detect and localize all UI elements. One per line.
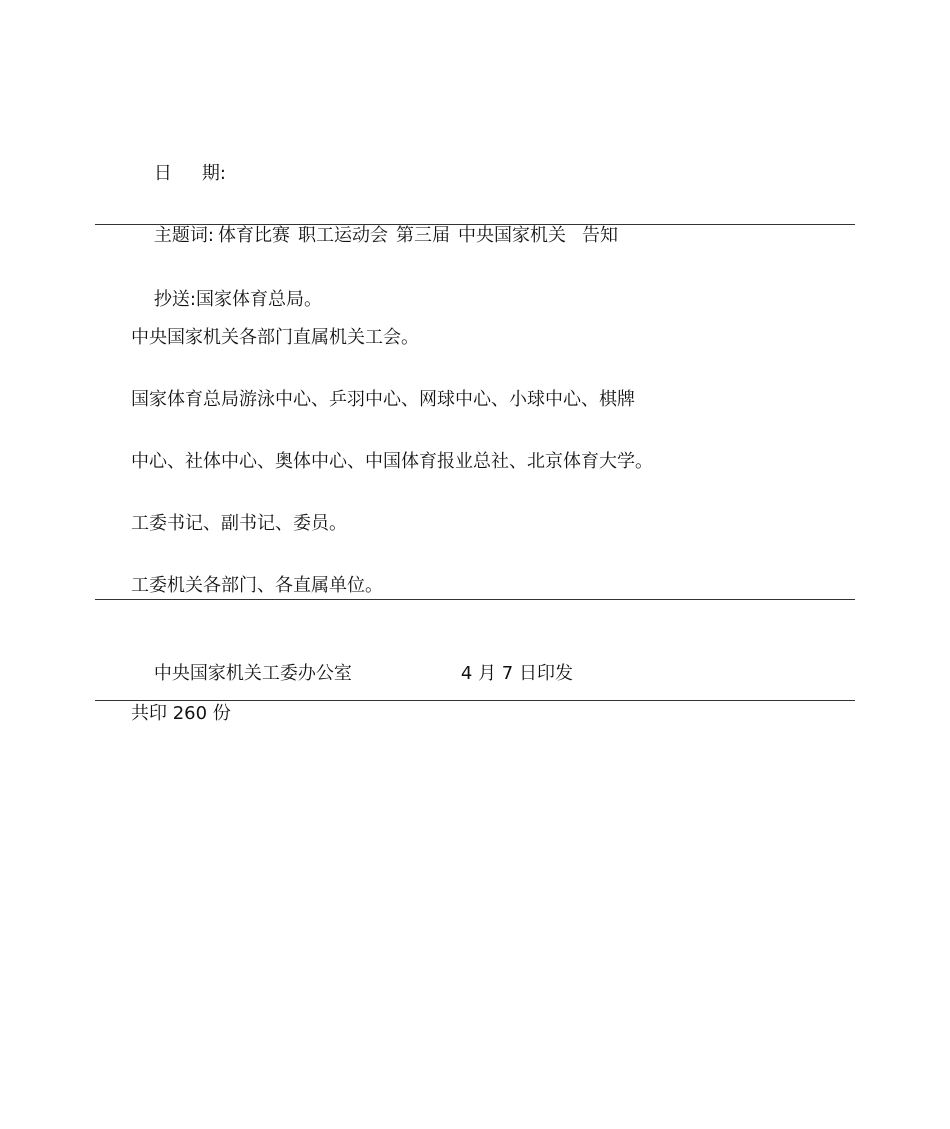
divider-rule bbox=[95, 700, 855, 701]
keywords-line bbox=[131, 200, 618, 272]
copies-count: 共印 260 份 bbox=[131, 703, 231, 724]
date-label-char2: 期: bbox=[201, 163, 226, 184]
keyword-item: 职工运动会 bbox=[297, 225, 388, 246]
keyword-item: 告知 bbox=[581, 225, 618, 246]
cc-recipient-line: 中央国家机关各部门直属机关工会。 bbox=[131, 327, 419, 348]
keyword-item: 第三届 bbox=[395, 225, 450, 246]
issuer-org: 中央国家机关工委办公室 bbox=[153, 663, 352, 684]
divider-rule bbox=[95, 599, 855, 600]
cc-label: 抄送: bbox=[153, 289, 196, 310]
issue-date: 4 月 7 日印发 bbox=[460, 663, 573, 684]
cc-first-recipient: 国家体育总局。 bbox=[195, 289, 322, 310]
cc-recipient-line: 工委机关各部门、各直属单位。 bbox=[131, 575, 383, 596]
cc-recipient-line: 国家体育总局游泳中心、乒羽中心、网球中心、小球中心、棋牌 bbox=[131, 389, 635, 410]
divider-rule bbox=[95, 224, 855, 225]
keyword-item: 体育比赛 bbox=[217, 225, 290, 246]
cc-recipient-line: 工委书记、副书记、委员。 bbox=[131, 513, 347, 534]
date-label-char1: 日 bbox=[153, 163, 172, 184]
keyword-item: 中央国家机关 bbox=[457, 225, 566, 246]
cc-recipient-line: 中心、社体中心、奥体中心、中国体育报业总社、北京体育大学。 bbox=[131, 451, 653, 472]
keywords-label: 主题词: bbox=[153, 225, 214, 246]
